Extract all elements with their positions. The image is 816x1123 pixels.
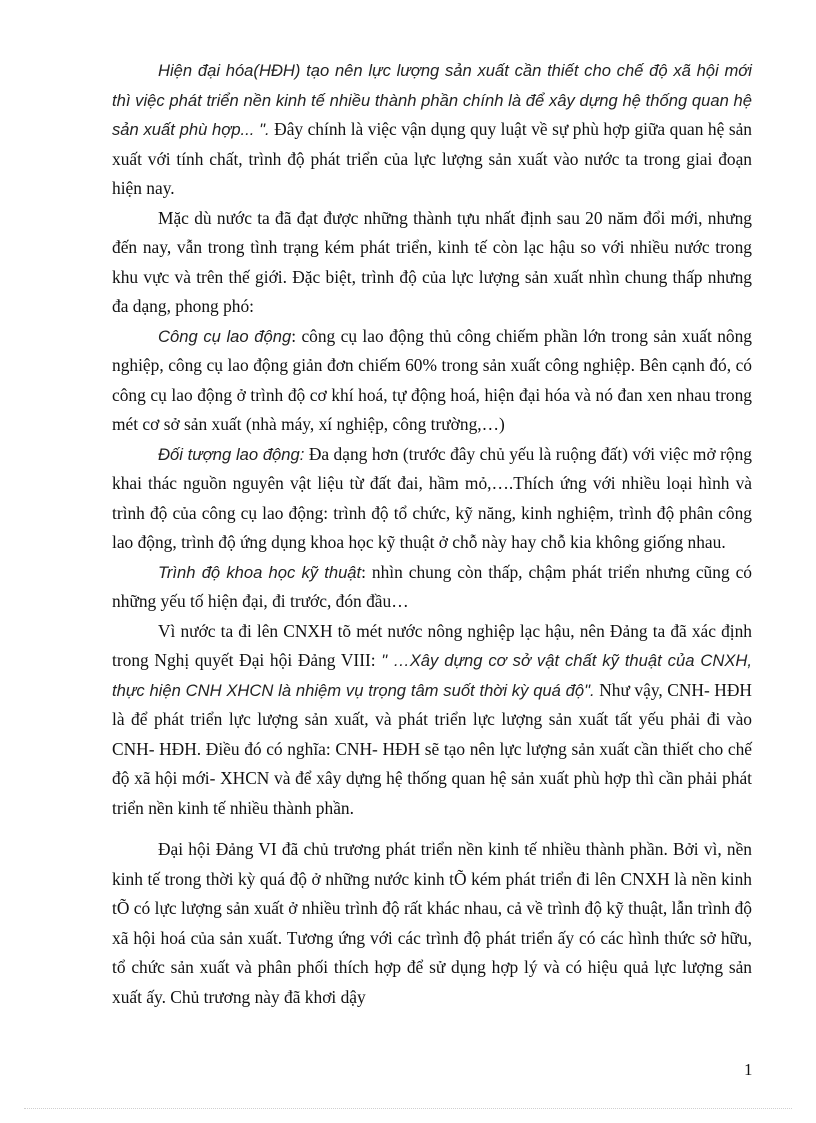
paragraph-7: Đại hội Đảng VI đã chủ trương phát triển nền kinh tế nhiều thành phần. Bởi vì, nền kinh tế trong thời kỳ quá độ ở những nước kinh tÕ kém phát triển đi lên CNXH là nền kinh tÕ có lực lượng sản xuất ở nhiều trình độ rất khác nhau, cả về trình độ kỹ thuật, lẫn trình độ xã hội hoá của sản xuất. Tương ứng với các trình độ phát triển ấy có các hình thức sở hữu, tổ chức sản xuất và phân phối thích hợp để sử dụng hợp lý và có hiệu quả lực lượng sản xuất ấy. Chủ trương này đã khơi dậy <box>112 839 752 1007</box>
paragraph-text: Như vậy, CNH- HĐH là để phát triển lực lượng sản xuất, và phát triển lực lượng sản xuất tất yếu phải đi vào CNH- HĐH. Điều đó có nghĩa: CNH- HĐH sẽ tạo nên lực lượng sản xuất cần thiết cho chế độ xã hội mới- XHCN và để xây dựng hệ thống quan hệ sản xuất phù hợp thì cần phải phát triển nền kinh tế nhiều thành phần. <box>112 679 752 818</box>
paragraph-text: Đa dạng hơn (trước đây chủ yếu là ruộng đất) với việc mở rộng khai thác nguồn nguyên vật liệu từ đất đai, hầm mỏ,….Thích ứng với nhiều loại hình và trình độ của công cụ lao động: trình độ tổ chức, kỹ năng, kinh nghiệm, trình độ phân công lao động, trình độ ứng dụng khoa học kỹ thuật ở chỗ này hay chỗ kia không giống nhau. <box>112 443 752 552</box>
page-bottom-border <box>24 1108 792 1109</box>
paragraph-4 <box>112 440 752 558</box>
italic-quote: " …Xây dựng cơ sở vật chất kỹ thuật của CNXH, thực hiện CNH XHCN là nhiệm vụ trọng tâm suốt thời kỳ quá độ". <box>112 651 752 700</box>
paragraph-5 <box>112 558 752 617</box>
page-number: 1 <box>744 1060 753 1079</box>
paragraph-3 <box>112 322 752 440</box>
italic-heading: Trình độ khoa học kỹ thuật <box>158 562 362 582</box>
paragraph-text: Đây chính là việc vận dụng quy luật về sự phù hợp giữa quan hệ sản xuất với tính chất, trình độ phát triển của lực lượng sản xuất vào nước ta trong giai đoạn hiện nay. <box>112 119 752 198</box>
italic-heading: Đối tượng lao động: <box>158 444 305 464</box>
italic-heading: Công cụ lao động <box>158 326 292 346</box>
paragraph-2: Mặc dù nước ta đã đạt được những thành tựu nhất định sau 20 năm đổi mới, nhưng đến nay, vẫn trong tình trạng kém phát triển, kinh tế còn lạc hậu so với nhiều nước trong khu vực và trên thế giới. Đặc biệt, trình độ của lực lượng sản xuất nhìn chung thấp nhưng đa dạng, phong phó: <box>112 207 752 316</box>
paragraph-text: : công cụ lao động thủ công chiếm phần lớn trong sản xuất nông nghiệp, công cụ lao động giản đơn chiếm 60% trong sản xuất công nghiệp. Bên cạnh đó, có công cụ lao động ở trình độ cơ khí hoá, tự động hoá, hiện đại hóa và nó đan xen nhau trong mét cơ sở sản xuất (nhà máy, xí nghiệp, công trường,…) <box>112 325 752 434</box>
paragraph-1 <box>112 56 752 204</box>
document-body <box>112 56 752 1012</box>
paragraph-text: Vì nước ta đi lên CNXH tõ mét nước nông nghiệp lạc hậu, nên Đảng ta đã xác định trong Nghị quyết Đại hội Đảng VIII: <box>112 620 752 670</box>
italic-quote: Hiện đại hóa(HĐH) tạo nên lực lượng sản xuất cần thiết cho chế độ xã hội mới thì việc phát triển nền kinh tế nhiều thành phần chính là để xây dựng hệ thống quan hệ sản xuất phù hợp... ". <box>112 61 752 139</box>
paragraph-text: : nhìn chung còn thấp, chậm phát triển nhưng cũng có những yếu tố hiện đại, đi trước, đón đầu… <box>112 561 752 611</box>
paragraph-6 <box>112 617 752 824</box>
